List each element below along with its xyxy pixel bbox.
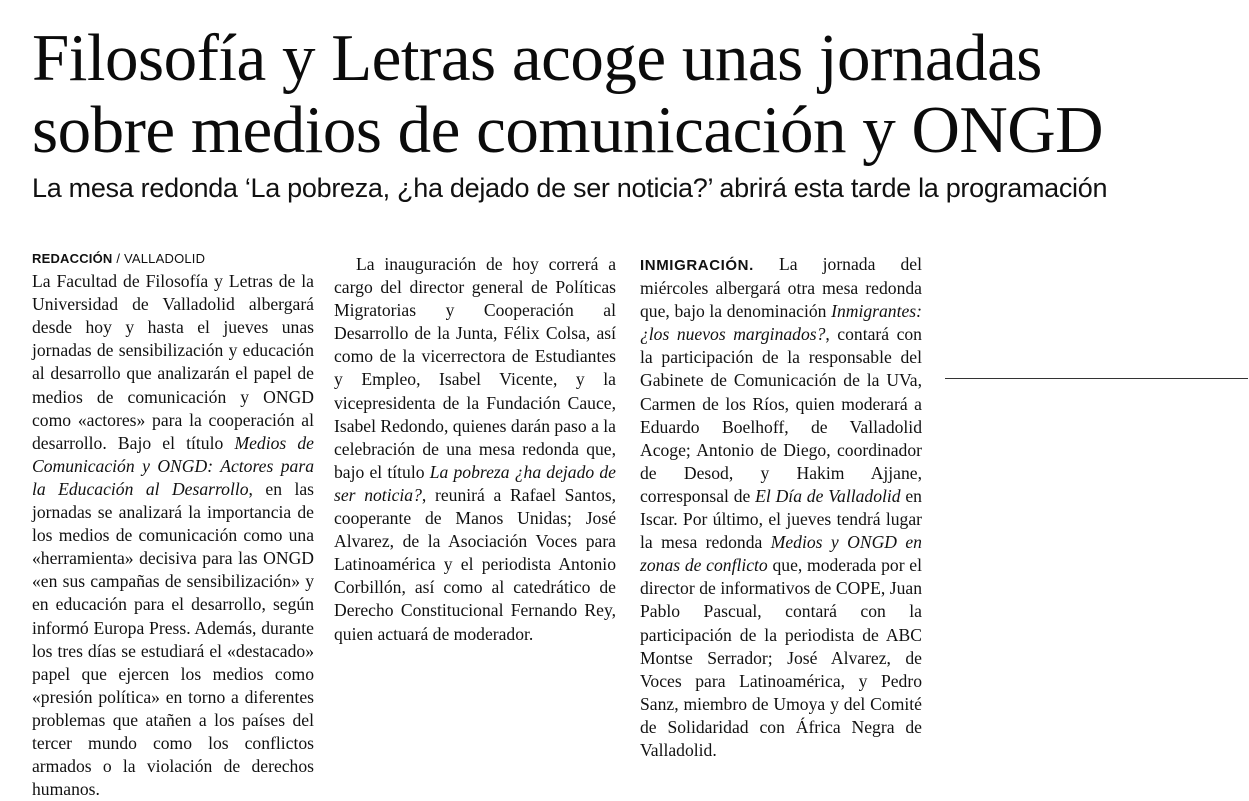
paragraph-3-text-a: La jornada del miércoles albergará otra mesa redonda que, bajo la denominación	[640, 254, 922, 322]
byline-location: VALLADOLID	[123, 251, 206, 266]
paragraph-1-text-a: La Facultad de Filosofía y Letras de la Universidad de Valladolid albergará desde hoy y hasta el jueves unas jornadas de sensibilización y educación al desarrollo que analizarán el papel de medios de comunicación y ONGD como «actores» para la cooperación al desarrollo. Bajo el título	[32, 271, 314, 453]
headline	[32, 22, 1232, 166]
byline-separator: /	[112, 251, 124, 266]
paragraph-2-text-a: La inauguración de hoy correrá a cargo del director general de Políticas Migratorias y Cooperación al Desarrollo de la Junta, Félix Colsa, así como de la vicerrectora de Estudiantes y Empleo, Isabel Vicente, y la vicepresidenta de la Fundación Cauce, Isabel Redondo, quienes darán paso a la celebración de una mesa redonda que, bajo el título	[334, 254, 616, 482]
paragraph-1-text-b: , en las jornadas se analizará la importancia de los medios de comunicación como una «herramienta» decisiva para las ONGD «en sus campañas de sensibilización» y en educación para el desarrollo, según informó Europa Press. Además, durante los tres días se estudiará el «destacado» papel que ejercen los medios como «presión política» en torno a diferentes problemas que atañen a los países del tercer mundo como los conflictos armados o la violación de derechos humanos.	[32, 478, 314, 800]
paragraph-1	[32, 270, 314, 801]
paragraph-3-text-c: en Iscar. Por último, el jueves tendrá lugar la mesa redonda	[640, 485, 922, 553]
article-column-3	[640, 247, 922, 762]
roundtable-2-title: Inmigrantes: ¿los nuevos marginados?	[640, 301, 922, 345]
roundtable-1-title: La pobreza ¿ha dejado de ser noticia?	[334, 461, 616, 505]
section-lead-in: INMIGRACIÓN.	[640, 257, 754, 274]
event-title: Medios de Comunicación y ONGD: Actores para la Educación al Desarrollo	[32, 432, 314, 499]
byline-source: REDACCIÓN	[32, 251, 113, 266]
paragraph-3-text-d: que, moderada por el director de informativos de COPE, Juan Pablo Pascual, contará con la participación de la periodista de ABC Montse Serrador; José Alvarez, de Voces para Latinoamérica, y Pedro Sanz, miembro de Umoya y del Comité de Solidaridad con África Negra de Valladolid.	[640, 555, 922, 760]
paragraph-2-text-b: , reunirá a Rafael Santos, cooperante de Manos Unidas; José Alvarez, de la Asociación Voces para Latinoamérica y el periodista Antonio Corbillón, así como al catedrático de Derecho Constitucional Fernando Rey, quien actuará de moderador.	[334, 484, 617, 644]
headline-line-2: sobre medios de comunicación y ONGD	[32, 93, 1103, 167]
headline-line-1: Filosofía y Letras acoge unas jornadas	[32, 21, 1042, 95]
paragraph-3-text-b: , contará con la participación de la responsable del Gabinete de Comunicación de la UVa, Carmen de los Ríos, quien moderará a Eduardo Boelhoff, de Valladolid Acoge; Antonio de Diego, coordinador de Desod, y Hakim Ajjane, corresponsal de	[640, 324, 922, 506]
byline	[32, 247, 314, 270]
paragraph-2	[334, 253, 616, 646]
paragraph-3	[640, 253, 922, 762]
article-column-2	[334, 247, 616, 646]
end-rule	[945, 378, 1248, 379]
subheadline: La mesa redonda ‘La pobreza, ¿ha dejado de ser noticia?’ abrirá esta tarde la programación	[32, 173, 1108, 203]
newspaper-name: El Día de Valladolid	[755, 485, 901, 506]
article-column-1	[32, 247, 314, 800]
roundtable-3-title: Medios y ONGD en zonas de conflicto	[640, 532, 922, 576]
